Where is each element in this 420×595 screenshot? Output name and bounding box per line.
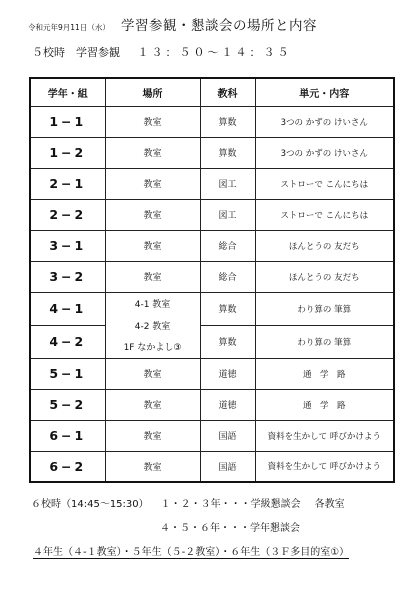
table-row — [30, 106, 394, 137]
table-row — [30, 168, 394, 199]
place-line: 1F なかよし③ — [123, 342, 182, 353]
header-content: 単元・内容 — [255, 78, 394, 106]
table-row — [30, 292, 394, 325]
subject-cell: 算数 — [200, 325, 255, 358]
content-cell: 3つの かずの けいさん — [255, 137, 394, 168]
session6-line1 — [31, 495, 345, 510]
place-cell: 教室 — [105, 261, 200, 292]
place-cell: 教室 — [105, 358, 200, 389]
subject-cell: 算数 — [200, 292, 255, 325]
grade-cell: 6−2 — [30, 451, 105, 482]
grade-cell: 5−1 — [30, 358, 105, 389]
header-subject: 教科 — [200, 78, 255, 106]
grade-cell: 4−1 — [30, 292, 105, 325]
place-line: 4-1 教室 — [134, 299, 171, 310]
content-cell: 資料を生かして 呼びかけよう — [255, 451, 394, 482]
grade-cell: 5−2 — [30, 389, 105, 420]
document-date: 令和元年9月11日（水） — [28, 23, 110, 32]
table-row — [30, 420, 394, 451]
grade-cell: 1−1 — [30, 106, 105, 137]
table-row — [30, 261, 394, 292]
header-grade: 学年・組 — [30, 78, 105, 106]
place-cell: 教室 — [105, 389, 200, 420]
subject-cell: 国語 — [200, 451, 255, 482]
table-row — [30, 451, 394, 482]
subject-cell: 道徳 — [200, 358, 255, 389]
subject-cell: 国語 — [200, 420, 255, 451]
content-cell: 通 学 路 — [255, 358, 394, 389]
grade-cell: 1−2 — [30, 137, 105, 168]
place-cell: 教室 — [105, 420, 200, 451]
table-row — [30, 137, 394, 168]
place-cell: 教室 — [105, 137, 200, 168]
content-cell: わり算の 筆算 — [255, 292, 394, 325]
place-cell: 教室 — [105, 230, 200, 261]
merged-place-cell — [105, 292, 200, 358]
document-title: 学習参観・懇談会の場所と内容 — [121, 18, 317, 34]
place-cell: 教室 — [105, 106, 200, 137]
content-cell: ストローで こんにちは — [255, 168, 394, 199]
place-cell: 教室 — [105, 199, 200, 230]
table-row — [30, 358, 394, 389]
subject-cell: 算数 — [200, 106, 255, 137]
place-cell: 教室 — [105, 451, 200, 482]
grade-cell: 2−1 — [30, 168, 105, 199]
subject-cell: 図工 — [200, 168, 255, 199]
table-row — [30, 230, 394, 261]
place-cell: 教室 — [105, 168, 200, 199]
place-line: 4-2 教室 — [134, 321, 171, 332]
content-cell: 通 学 路 — [255, 389, 394, 420]
subject-cell: 図工 — [200, 199, 255, 230]
session6-label: ６校時（14:45〜15:30） — [31, 499, 149, 510]
session6-grade-meeting: ４・５・６年・・・学年懇談会 — [160, 523, 300, 534]
session5-time: １３：５０〜１４：３５ — [137, 46, 292, 59]
schedule-table — [29, 77, 395, 483]
grade-cell: 2−2 — [30, 199, 105, 230]
table-row — [30, 389, 394, 420]
content-cell: ほんとうの 友だち — [255, 261, 394, 292]
session5-line — [32, 44, 292, 60]
subject-cell: 算数 — [200, 137, 255, 168]
table-row — [30, 325, 394, 358]
subject-cell: 総合 — [200, 261, 255, 292]
session6-class-room: 各教室 — [314, 499, 345, 510]
table-header-row — [30, 78, 394, 106]
grade-cell: 3−2 — [30, 261, 105, 292]
table-row — [30, 199, 394, 230]
grade-cell: 3−1 — [30, 230, 105, 261]
content-cell: 資料を生かして 呼びかけよう — [255, 420, 394, 451]
header-place: 場所 — [105, 78, 200, 106]
content-cell: 3つの かずの けいさん — [255, 106, 394, 137]
content-cell: ストローで こんにちは — [255, 199, 394, 230]
content-cell: わり算の 筆算 — [255, 325, 394, 358]
grade-cell: 6−1 — [30, 420, 105, 451]
subject-cell: 道徳 — [200, 389, 255, 420]
grade-cell: 4−2 — [30, 325, 105, 358]
session6-rooms: ４年生（４-１教室）・５年生（５-２教室）・６年生（３Ｆ多目的室①） — [33, 543, 349, 559]
subject-cell: 総合 — [200, 230, 255, 261]
session6-class-meeting: １・２・３年・・・学級懇談会 — [160, 499, 301, 510]
session5-label: ５校時 学習参観 — [32, 46, 120, 59]
content-cell: ほんとうの 友だち — [255, 230, 394, 261]
